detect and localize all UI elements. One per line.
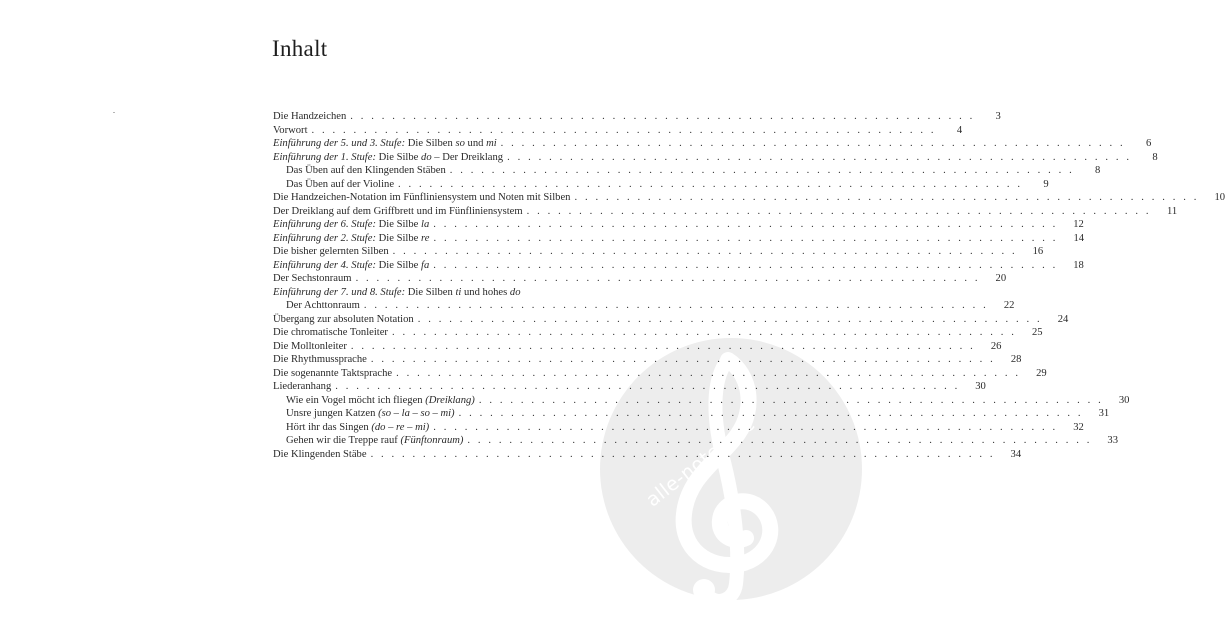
dot-leader: . . . . . . . . . . . . . . . . . . . . . . . . . . . . . . . . . . . . . . . . . . . . . . . . . . . . . . . . . . . . <box>500 138 1126 149</box>
toc-entry-title <box>273 191 570 205</box>
dot-leader: . . . . . . . . . . . . . . . . . . . . . . . . . . . . . . . . . . . . . . . . . . . . . . . . . . . . . . . . . . . . <box>350 111 975 122</box>
toc-entry-title <box>273 299 360 313</box>
toc-entry-text: Die Silbe <box>375 151 422 163</box>
dot-leader: . . . . . . . . . . . . . . . . . . . . . . . . . . . . . . . . . . . . . . . . . . . . . . . . . . . . . . . . . . . . <box>507 151 1132 163</box>
toc-page-number: 29 <box>1036 367 1047 379</box>
toc-page-number: 12 <box>1073 219 1084 230</box>
toc-page-number: 26 <box>990 340 1002 352</box>
toc-entry-title <box>273 407 455 421</box>
dot-leader: . . . . . . . . . . . . . . . . . . . . . . . . . . . . . . . . . . . . . . . . . . . . . . . . . . . . . . . . . . . . <box>433 219 1058 230</box>
dot-leader: . . . . . . . . . . . . . . . . . . . . . . . . . . . . . . . . . . . . . . . . . . . . . . . . . . . . . . . . . . . . <box>311 124 937 136</box>
toc-page-number: 11 <box>1166 205 1178 217</box>
toc-page-number: 33 <box>1107 435 1118 446</box>
toc-page-number: 18 <box>1073 259 1084 271</box>
toc-entry <box>273 380 986 394</box>
toc-entry <box>273 313 1069 327</box>
toc-entry <box>273 448 1022 462</box>
toc-entry-italic-text: do <box>509 286 521 298</box>
toc-entry-italic-text: (do – re – mi) <box>371 421 430 433</box>
toc-entry-title <box>273 434 463 448</box>
toc-entry <box>273 110 1001 124</box>
toc-entry-title <box>273 380 331 394</box>
page-title: Inhalt <box>272 36 328 61</box>
toc-entry-italic-text: ti <box>455 286 462 298</box>
dot-leader: . . . . . . . . . . . . . . . . . . . . . . . . . . . . . . . . . . . . . . . . . . . . . . . . . . . . . . . . . . . . <box>370 448 996 460</box>
toc-entry-italic-text: mi <box>486 138 497 149</box>
toc-entry-title <box>273 232 429 246</box>
toc-entry-text: Der Sechstonraum <box>273 273 352 284</box>
toc-entry-italic-text: do <box>421 151 432 163</box>
toc-entry <box>273 299 1015 313</box>
toc-entry-text: Die Silbe <box>375 232 422 244</box>
toc-entry-text: Die Handzeichen <box>273 111 347 122</box>
toc-entry-text: Der Dreiklang auf dem Griffbrett und im Fünfliniensystem <box>273 205 523 217</box>
toc-entry <box>273 259 1084 273</box>
toc-entry <box>273 367 1047 381</box>
toc-entry-italic-text: Einführung der 5. und 3. Stufe: <box>273 138 406 149</box>
toc-entry <box>273 151 1158 165</box>
toc-entry-text: Die bisher gelernten Silben <box>273 246 389 257</box>
toc-entry-text: Die Rhythmussprache <box>273 354 367 365</box>
toc-entry <box>273 286 663 300</box>
toc-entry-text: Die Handzeichen-Notation im Fünfliniensystem und Noten mit Silben <box>273 192 571 203</box>
toc-entry-text: Der Achttonraum <box>286 300 360 311</box>
toc-entry-title <box>273 259 429 273</box>
toc-entry-text: Vorwort <box>273 124 308 136</box>
toc-entry-text: Die Silbe <box>375 219 422 230</box>
toc-entry-title <box>273 313 414 327</box>
toc-page-number: 20 <box>995 273 1007 284</box>
toc-entry-italic-text: fa <box>421 259 430 271</box>
toc-entry-italic-text: Einführung der 4. Stufe: <box>273 259 376 271</box>
toc-page-number: 30 <box>975 381 986 392</box>
toc-entry-title <box>273 367 392 381</box>
toc-entry-title <box>273 353 367 367</box>
toc-page-number: 8 <box>1152 151 1158 163</box>
toc-entry <box>273 353 1022 367</box>
toc-entry <box>273 340 1002 354</box>
toc-entry-title <box>273 218 429 232</box>
toc-entry-title <box>273 205 523 219</box>
toc-page-number: 24 <box>1057 313 1069 325</box>
toc-entry-text: Unsre jungen Katzen <box>286 408 379 419</box>
toc-page-number: 22 <box>1003 300 1015 311</box>
toc-entry-text: – Der Dreiklang <box>431 151 504 163</box>
toc-entry <box>273 218 1084 232</box>
toc-entry-text: und <box>464 138 487 149</box>
toc-entry-text: und hohes <box>461 286 510 298</box>
toc-entry-title <box>273 421 429 435</box>
dot-leader: . . . . . . . . . . . . . . . . . . . . . . . . . . . . . . . . . . . . . . . . . . . . . . . . . . . . . . . . . . . . <box>417 313 1043 325</box>
toc-entry-italic-text: so <box>455 138 465 149</box>
toc-entry <box>273 232 1085 246</box>
toc-entry-title <box>273 448 367 462</box>
toc-entry-title <box>273 164 446 178</box>
dot-leader: . . . . . . . . . . . . . . . . . . . . . . . . . . . . . . . . . . . . . . . . . . . . . . . . . . . . . . . . . . . . <box>526 205 1152 217</box>
toc-entry-italic-text: (Dreiklang) <box>425 394 475 406</box>
toc-entry <box>273 245 1044 259</box>
toc-entry-text: Die Klingenden Stäbe <box>273 448 367 460</box>
toc-entry-text: Übergang zur absoluten Notation <box>273 313 414 325</box>
toc-entry <box>273 407 1110 421</box>
dot-leader: . . . . . . . . . . . . . . . . . . . . . . . . . . . . . . . . . . . . . . . . . . . . . . . . . . . . . . . . . . . . <box>398 178 1023 190</box>
dot-leader: . . . . . . . . . . . . . . . . . . . . . . . . . . . . . . . . . . . . . . . . . . . . . . . . . . . . . . . . . . . . <box>478 394 1104 406</box>
toc-entry <box>273 421 1084 435</box>
dot-leader: . . . . . . . . . . . . . . . . . . . . . . . . . . . . . . . . . . . . . . . . . . . . . . . . . . . . . . . . . . . . <box>396 367 1021 379</box>
dot-leader: . . . . . . . . . . . . . . . . . . . . . . . . . . . . . . . . . . . . . . . . . . . . . . . . . . . . . . . . . . . . <box>355 273 981 284</box>
dot-leader: . . . . . . . . . . . . . . . . . . . . . . . . . . . . . . . . . . . . . . . . . . . . . . . . . . . . . . . . . . . . <box>392 246 1018 257</box>
toc-page-number: 16 <box>1032 246 1044 257</box>
dot-leader: . . . . . . . . . . . . . . . . . . . . . . . . . . . . . . . . . . . . . . . . . . . . . . . . . . . . . . . . . . . . <box>467 435 1092 446</box>
dot-leader: . . . . . . . . . . . . . . . . . . . . . . . . . . . . . . . . . . . . . . . . . . . . . . . . . . . . . . . . . . . . <box>363 300 989 311</box>
toc-page-number: 34 <box>1010 448 1022 460</box>
dot-leader: . . . . . . . . . . . . . . . . . . . . . . . . . . . . . . . . . . . . . . . . . . . . . . . . . . . . . . . . . . . . <box>391 327 1017 338</box>
toc-page-number: 8 <box>1095 165 1101 176</box>
dot-leader: . . . . . . . . . . . . . . . . . . . . . . . . . . . . . . . . . . . . . . . . . . . . . . . . . . . . . . . . . . . . <box>433 259 1058 271</box>
toc-entry <box>273 137 1152 151</box>
toc-entry-title <box>273 245 389 259</box>
toc-entry-title <box>273 124 308 138</box>
toc-entry <box>273 178 1049 192</box>
toc-page-number: 30 <box>1118 394 1130 406</box>
toc-entry-text: Die Molltonleiter <box>273 340 347 352</box>
toc-entry-text: Gehen wir die Treppe rauf <box>286 435 401 446</box>
toc-entry <box>273 434 1118 448</box>
toc-entry-title <box>273 286 521 300</box>
dot-leader: . . . . . . . . . . . . . . . . . . . . . . . . . . . . . . . . . . . . . . . . . . . . . . . . . . . . . . . . . . . . <box>350 340 976 352</box>
toc-entry-title <box>273 178 394 192</box>
toc-entry-italic-text: Einführung der 1. Stufe: <box>273 151 376 163</box>
toc-entry <box>273 205 1178 219</box>
toc-entry-text: Die chromatische Tonleiter <box>273 327 388 338</box>
toc-page-number: 14 <box>1073 232 1085 244</box>
toc-entry-title <box>273 272 352 286</box>
toc-entry <box>273 164 1101 178</box>
toc-entry-title <box>273 394 475 408</box>
toc-entry-title <box>273 137 497 151</box>
toc-page-number: 4 <box>956 124 963 136</box>
dot-leader: . . . . . . . . . . . . . . . . . . . . . . . . . . . . . . . . . . . . . . . . . . . . . . . . . . . . . . . . . . . . <box>370 354 996 365</box>
toc-page-number: 28 <box>1010 354 1022 365</box>
toc-entry-italic-text: Einführung der 7. und 8. Stufe: <box>273 286 406 298</box>
toc-entry-italic-text: re <box>421 232 430 244</box>
toc-entry-title <box>273 340 347 354</box>
toc-entry-title <box>273 151 503 165</box>
toc-entry-text: Das Üben auf den Klingenden Stäben <box>286 165 446 176</box>
toc-entry-text: Liederanhang <box>273 381 332 392</box>
toc-entry <box>273 191 1225 205</box>
table-of-contents <box>273 110 1225 461</box>
toc-entry-italic-text: (Fünftonraum) <box>400 435 464 446</box>
toc-page-number: 9 <box>1043 178 1049 190</box>
dot-leader: . . . . . . . . . . . . . . . . . . . . . . . . . . . . . . . . . . . . . . . . . . . . . . . . . . . . . . . . . . . . <box>458 408 1084 419</box>
toc-entry-text: Die sogenannte Taktsprache <box>273 367 393 379</box>
scan-speck <box>113 112 115 113</box>
toc-entry-italic-text: (so – la – so – mi) <box>378 408 455 419</box>
toc-entry-title <box>273 110 346 124</box>
toc-entry-italic-text: la <box>421 219 430 230</box>
dot-leader: . . . . . . . . . . . . . . . . . . . . . . . . . . . . . . . . . . . . . . . . . . . . . . . . . . . . . . . . . . . . <box>449 165 1075 176</box>
toc-entry-italic-text: Einführung der 2. Stufe: <box>273 232 376 244</box>
toc-entry <box>273 394 1130 408</box>
dot-leader: . . . . . . . . . . . . . . . . . . . . . . . . . . . . . . . . . . . . . . . . . . . . . . . . . . . . . . . . . . . . <box>574 192 1200 203</box>
toc-page-number: 31 <box>1098 408 1110 419</box>
toc-entry-text: Hört ihr das Singen <box>286 421 372 433</box>
toc-page-number: 25 <box>1031 327 1043 338</box>
toc-entry-italic-text: Einführung der 6. Stufe: <box>273 219 376 230</box>
dot-leader: . . . . . . . . . . . . . . . . . . . . . . . . . . . . . . . . . . . . . . . . . . . . . . . . . . . . . . . . . . . . <box>433 232 1059 244</box>
toc-entry-title <box>273 326 388 340</box>
toc-entry-text: Die Silbe <box>375 259 422 271</box>
toc-page-number: 10 <box>1214 192 1225 203</box>
toc-entry-text: Das Üben auf der Violine <box>286 178 395 190</box>
toc-entry-text: Die Silben <box>405 138 456 149</box>
toc-entry-text: Die Silben <box>405 286 456 298</box>
toc-entry-text: Wie ein Vogel möcht ich fliegen <box>286 394 426 406</box>
dot-leader: . . . . . . . . . . . . . . . . . . . . . . . . . . . . . . . . . . . . . . . . . . . . . . . . . . . . . . . . . . . . <box>335 381 960 392</box>
toc-page-number: 6 <box>1145 138 1152 149</box>
toc-page-number: 32 <box>1073 421 1084 433</box>
toc-entry <box>273 326 1043 340</box>
dot-leader: . . . . . . . . . . . . . . . . . . . . . . . . . . . . . . . . . . . . . . . . . . . . . . . . . . . . . . . . . . . . <box>433 421 1058 433</box>
toc-entry <box>273 272 1007 286</box>
toc-page-number: 3 <box>995 111 1001 122</box>
toc-entry <box>273 124 963 138</box>
watermark-text: alle-noten.de <box>642 412 760 512</box>
